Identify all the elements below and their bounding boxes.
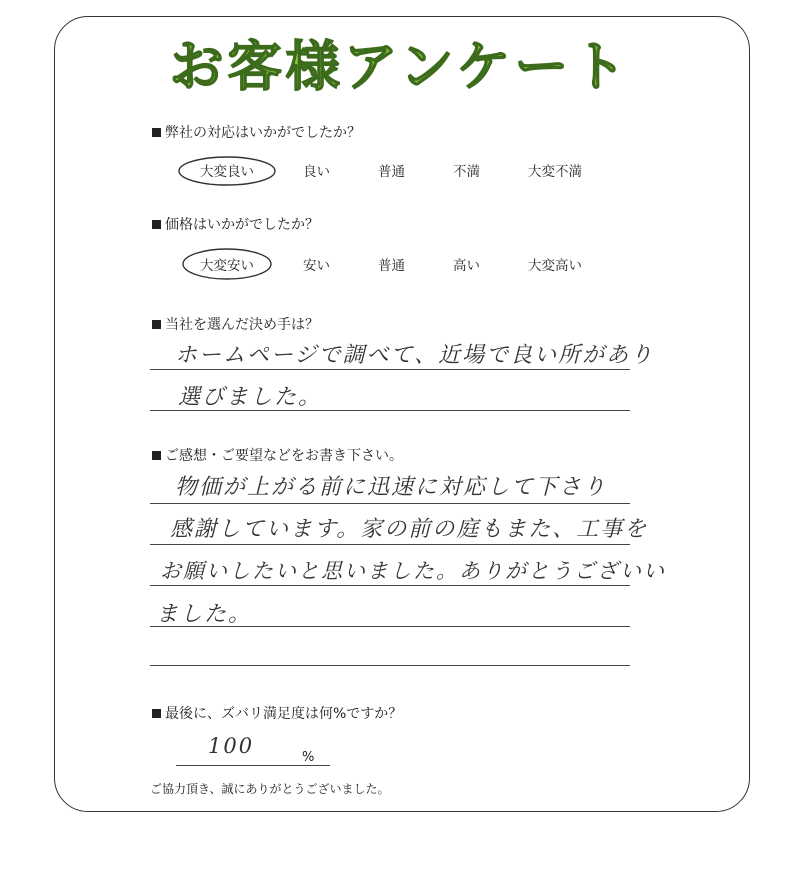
- q3-answer-line-1: ホームページで調べて、近場で良い所があり: [175, 343, 655, 368]
- question-1-options: [150, 154, 620, 184]
- question-1: [152, 122, 361, 142]
- bullet-square-icon: [152, 128, 161, 137]
- question-1-label: 弊社の対応はいかがでしたか？: [165, 125, 361, 141]
- answer-rule: [150, 585, 630, 586]
- bullet-square-icon: [152, 709, 161, 718]
- q1-option-4[interactable]: 不満: [453, 164, 480, 180]
- question-2-label: 価格はいかがでしたか？: [165, 217, 319, 233]
- q2-selection-circle-icon: [180, 246, 276, 282]
- q1-option-5[interactable]: 大変不満: [528, 164, 582, 180]
- q1-option-1[interactable]: 大変良い: [200, 164, 254, 180]
- q5-answer: 100: [208, 734, 255, 758]
- bullet-square-icon: [152, 320, 161, 329]
- answer-rule: [150, 544, 630, 545]
- question-4-label: ご感想・ご要望などをお書き下さい。: [165, 448, 403, 464]
- question-3-label: 当社を選んだ決め手は？: [165, 317, 319, 333]
- question-5-label: 最後に、ズバリ満足度は何%ですか？: [165, 706, 403, 722]
- q2-option-3[interactable]: 普通: [378, 258, 405, 274]
- q4-answer-line-2: 感謝しています。家の前の庭もまた、工事を: [170, 517, 649, 542]
- q1-option-2[interactable]: 良い: [303, 164, 330, 180]
- q2-option-5[interactable]: 大変高い: [528, 258, 582, 274]
- q1-selection-circle-icon: [176, 154, 280, 188]
- q4-answer-line-4: ました。: [156, 602, 253, 627]
- q1-option-3[interactable]: 普通: [378, 164, 405, 180]
- bullet-square-icon: [152, 220, 161, 229]
- q3-answer-line-2: 選びました。: [178, 385, 323, 410]
- bullet-square-icon: [152, 451, 161, 460]
- question-2-options: [150, 248, 620, 278]
- question-3: [152, 314, 319, 334]
- question-4: [152, 445, 403, 465]
- answer-rule: [150, 626, 630, 627]
- question-2: [152, 214, 319, 234]
- answer-rule: [176, 765, 330, 766]
- q2-option-2[interactable]: 安い: [303, 258, 330, 274]
- survey-title: お客様アンケート: [169, 35, 631, 98]
- q4-answer-line-3: お願いしたいと思いました。ありがとうございい: [160, 559, 666, 583]
- q2-option-1[interactable]: 大変安い: [200, 258, 254, 274]
- q5-unit: %: [302, 750, 315, 765]
- answer-rule: [150, 665, 630, 666]
- answer-rule: [150, 369, 630, 370]
- question-5: [152, 703, 402, 723]
- footer-thanks: ご協力頂き、誠にありがとうございました。: [150, 782, 390, 796]
- answer-rule: [150, 503, 630, 504]
- q2-option-4[interactable]: 高い: [453, 258, 480, 274]
- q4-answer-line-1: 物価が上がる前に迅速に対応して下さり: [175, 475, 608, 500]
- answer-rule: [150, 410, 630, 411]
